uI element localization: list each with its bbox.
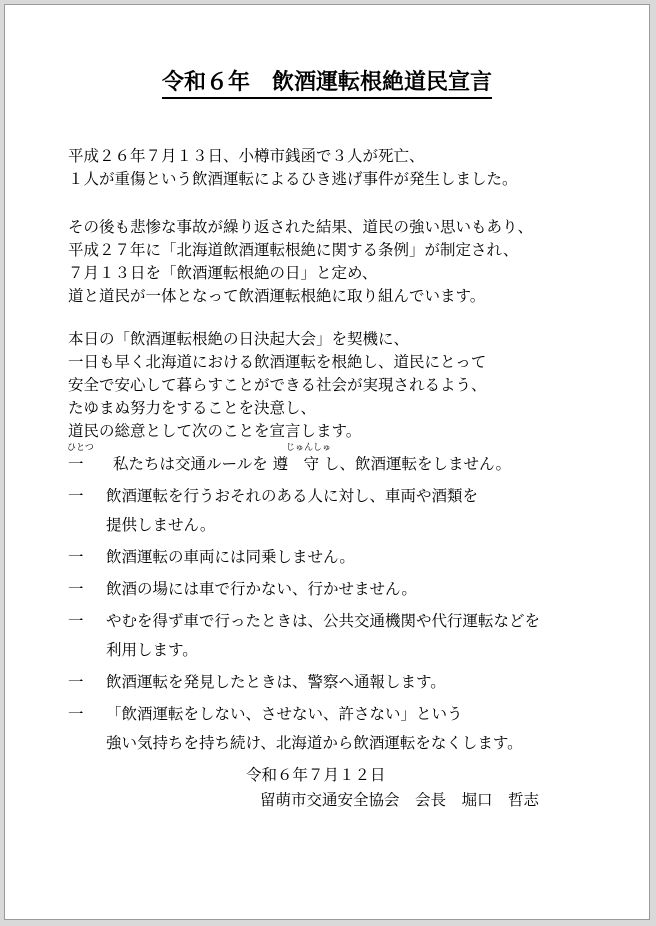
paragraph-line: ７月１３日を「飲酒運転根絶の日」と定め、 [68, 264, 378, 282]
pledge-bullet: 一 [68, 455, 84, 473]
pledge-line: 私たちは交通ルールを 遵 守 し、飲酒運転をしません。 [113, 455, 511, 473]
paragraph-line: たゆまぬ努力をすることを決意し、 [68, 399, 317, 417]
pledge-item [68, 577, 540, 601]
paragraph-line: 一日も早く北海道における飲酒運転を根絶し、道民にとって [68, 353, 487, 371]
paragraph-incident [68, 145, 518, 191]
pledge-line: 飲酒運転を発見したときは、警察へ通報します。 [106, 673, 446, 691]
pledge-bullet: 一 [68, 548, 84, 566]
pledge-line: 提供しません。 [106, 516, 216, 534]
pledge-line: 利用します。 [106, 641, 198, 659]
paragraph-line: 平成２６年７月１３日、小樽市銭函で３人が死亡、 [68, 147, 425, 165]
pledge-item [68, 670, 540, 694]
pledge-bullet: 一 [68, 580, 84, 598]
paragraph-ordinance [68, 216, 533, 308]
document-title [5, 65, 649, 96]
pledge-line: 飲酒の場には車で行かない、行かせません。 [106, 580, 417, 598]
pledge-line: 強い気持ちを持ち続け、北海道から飲酒運転をなくします。 [106, 734, 523, 752]
ruby-junshu: じゅんしゅ [286, 443, 332, 453]
pledge-line: 飲酒運転の車両には同乗しません。 [106, 548, 355, 566]
paragraph-line: 道民の総意として次のことを宣言します。 [68, 422, 362, 440]
pledge-bullet: 一 [68, 673, 84, 691]
pledge-list [68, 452, 540, 763]
ruby-hitotsu: ひとつ [67, 443, 94, 453]
paragraph-line: 本日の「飲酒運転根絶の日決起大会」を契機に、 [68, 330, 410, 348]
pledge-line: 飲酒運転を行うおそれのある人に対し、車両や酒類を [106, 487, 479, 505]
paragraph-line: 道と道民が一体となって飲酒運転根絶に取り組んでいます。 [68, 287, 486, 305]
paragraph-line: 平成２７年に「北海道飲酒運転根絶に関する条例」が制定され、 [68, 241, 519, 259]
pledge-bullet: 一 [68, 705, 84, 723]
pledge-bullet: 一 [68, 612, 84, 630]
pledge-item [68, 452, 540, 476]
document-title-text: 令和６年 飲酒運転根絶道民宣言 [162, 70, 492, 99]
paragraph-line: １人が重傷という飲酒運転によるひき逃げ事件が発生しました。 [68, 170, 518, 188]
signer: 留萌市交通安全協会 会長 堀口 哲志 [260, 791, 540, 809]
pledge-item [68, 545, 540, 569]
pledge-item [68, 702, 540, 755]
document-page [4, 4, 650, 920]
paragraph-line: その後も悲惨な事故が繰り返された結果、道民の強い思いもあり、 [68, 218, 534, 236]
pledge-item [68, 609, 540, 662]
pledge-item [68, 484, 540, 537]
paragraph-line: 安全で安心して暮らすことができる社会が実現されるよう、 [68, 376, 487, 394]
pledge-line: やむを得ず車で行ったときは、公共交通機関や代行運転などを [106, 612, 541, 630]
pledge-bullet: 一 [68, 487, 84, 505]
declaration-date: 令和６年７月１２日 [246, 766, 386, 784]
pledge-line: 「飲酒運転をしない、させない、許さない」という [106, 705, 463, 723]
paragraph-declaration [68, 328, 487, 443]
